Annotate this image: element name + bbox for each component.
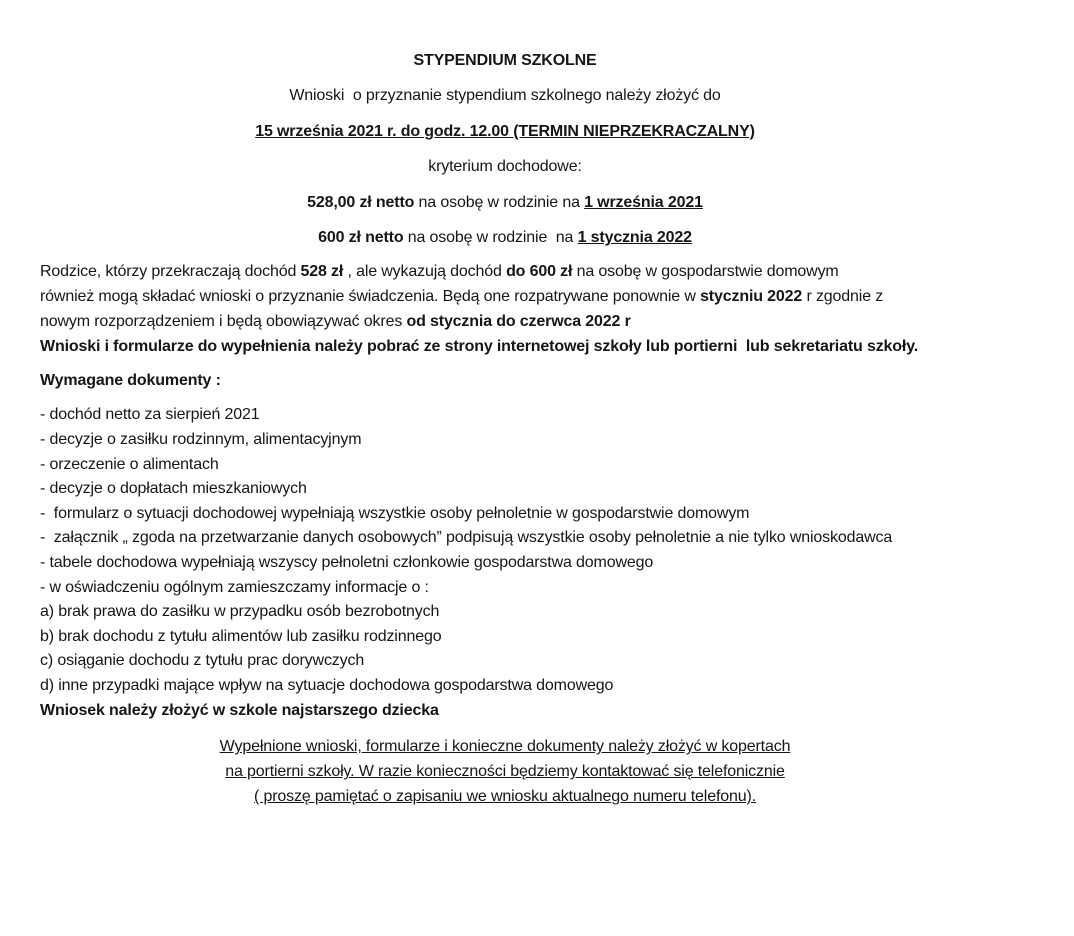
paragraph-line-4: Wnioski i formularze do wypełnienia należy pobrać ze strony internetowej szkoły lub portierni lub sekretariatu szkoły. bbox=[40, 338, 919, 356]
paragraph-line-3 bbox=[40, 309, 1074, 334]
validity-period: od stycznia do czerwca 2022 r bbox=[406, 313, 631, 331]
paragraph-line-1 bbox=[40, 259, 1074, 284]
header-section bbox=[40, 43, 970, 255]
criterion-label: kryterium dochodowe: bbox=[428, 158, 582, 176]
footer-line-1: Wypełnione wnioski, formularze i konieczne dokumenty należy złożyć w kopertach bbox=[219, 738, 791, 756]
list-item: d) inne przypadki mające wpływ na sytuacje dochodowa gospodarstwa domowego bbox=[40, 676, 614, 694]
info-paragraph bbox=[40, 259, 1074, 359]
list-item: - dochód netto za sierpień 2021 bbox=[40, 406, 260, 424]
paragraph-line-2 bbox=[40, 284, 1074, 309]
criterion-2022-text: na osobę w rodzinie na bbox=[403, 229, 578, 247]
list-item: - decyzje o dopłatach mieszkaniowych bbox=[40, 480, 307, 498]
list-item: - orzeczenie o alimentach bbox=[40, 455, 219, 473]
paragraph-text: na osobę w gospodarstwie domowym bbox=[572, 263, 839, 281]
list-item: - decyzje o zasiłku rodzinnym, alimentacyjnym bbox=[40, 431, 362, 449]
criterion-2021-text: na osobę w rodzinie na bbox=[414, 193, 585, 211]
deadline-line: 15 września 2021 r. do godz. 12.00 (TERMIN NIEPRZEKRACZALNY) bbox=[255, 122, 755, 140]
documents-closing-note: Wniosek należy złożyć w szkole najstarszego dziecka bbox=[40, 701, 439, 719]
paragraph-text: nowym rozporządzeniem i będą obowiązywać okres bbox=[40, 313, 407, 331]
intro-line: Wnioski o przyznanie stypendium szkolnego należy złożyć do bbox=[289, 87, 721, 105]
footer-line-3: ( proszę pamiętać o zapisaniu we wniosku aktualnego numeru telefonu). bbox=[254, 788, 756, 806]
criterion-2021-date: 1 września 2021 bbox=[584, 193, 703, 211]
criterion-2022-line bbox=[40, 220, 970, 255]
list-item: b) brak dochodu z tytułu alimentów lub zasiłku rodzinnego bbox=[40, 627, 442, 645]
criterion-2021-amount: 528,00 zł netto bbox=[307, 193, 415, 211]
criterion-2022-date: 1 stycznia 2022 bbox=[577, 229, 692, 247]
paragraph-text: Rodzice, którzy przekraczają dochód bbox=[40, 263, 301, 281]
documents-list bbox=[40, 403, 1074, 723]
criterion-2021-line bbox=[40, 185, 970, 220]
list-item: - tabele dochodowa wypełniają wszyscy pełnoletni członkowie gospodarstwa domowego bbox=[40, 554, 654, 571]
date-january-2022: styczniu 2022 bbox=[700, 288, 803, 306]
list-item: c) osiąganie dochodu z tytułu prac dorywczych bbox=[40, 652, 365, 670]
list-item: - załącznik „ zgoda na przetwarzanie danych osobowych” podpisują wszystkie osoby pełnoletnie a nie tylko wnioskodawca bbox=[40, 529, 893, 547]
list-item: a) brak prawa do zasiłku w przypadku osób bezrobotnych bbox=[40, 603, 440, 621]
paragraph-text: również mogą składać wnioski o przyznanie świadczenia. Będą one rozpatrywane ponownie w bbox=[40, 288, 701, 306]
amount-528: 528 zł bbox=[300, 263, 344, 281]
document-title: STYPENDIUM SZKOLNE bbox=[413, 52, 597, 69]
list-item: - w oświadczeniu ogólnym zamieszczamy informacje o : bbox=[40, 578, 429, 596]
list-item: - formularz o sytuacji dochodowej wypełniają wszystkie osoby pełnoletnie w gospodarstwie domowym bbox=[40, 504, 750, 522]
paragraph-text: r zgodnie z bbox=[802, 288, 884, 306]
footer-line-2: na portierni szkoły. W razie konieczności będziemy kontaktować się telefonicznie bbox=[225, 763, 785, 781]
documents-heading: Wymagane dokumenty : bbox=[40, 372, 221, 390]
footer-section bbox=[40, 734, 970, 809]
criterion-2022-amount: 600 zł netto bbox=[318, 229, 404, 247]
paragraph-text: , ale wykazują dochód bbox=[343, 263, 507, 281]
amount-600: do 600 zł bbox=[506, 263, 573, 281]
